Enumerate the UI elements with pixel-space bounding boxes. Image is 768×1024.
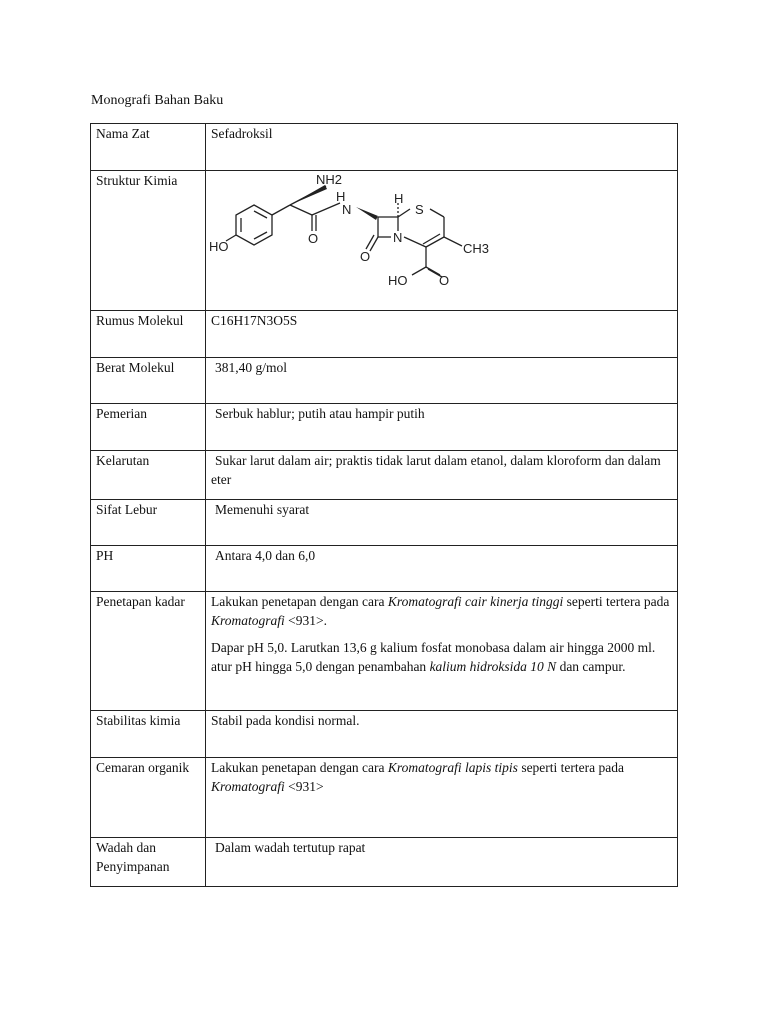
- row-value-rumus: C16H17N3O5S: [206, 311, 678, 358]
- row-label-pemerian: Pemerian: [91, 404, 206, 451]
- row-label-sifat-lebur: Sifat Lebur: [91, 500, 206, 546]
- row-label-wadah: Wadah dan Penyimpanan: [91, 838, 206, 887]
- row-value-penetapan: [206, 592, 678, 711]
- table-row: [91, 758, 678, 838]
- atom-label-n-amide: N: [342, 202, 352, 217]
- row-label-nama-zat: Nama Zat: [91, 124, 206, 171]
- penetapan-paragraph-1: Lakukan penetapan dengan cara Kromatografi cair kinerja tinggi seperti tertera pada Kromatografi <931>.: [211, 594, 670, 628]
- table-row: [91, 404, 678, 451]
- row-label-stabilitas: Stabilitas kimia: [91, 711, 206, 758]
- row-label-struktur: Struktur Kimia: [91, 171, 206, 311]
- chemical-structure-cell: [206, 171, 678, 311]
- penetapan-paragraph-2: Dapar pH 5,0. Larutkan 13,6 g kalium fosfat monobasa dalam air hingga 2000 ml. atur pH hingga 5,0 dengan penambahan kalium hidroksida 10 N dan campur.: [211, 640, 656, 674]
- monograph-table: [90, 123, 678, 887]
- row-label-ph: PH: [91, 546, 206, 592]
- atom-label-ho-acid: HO: [388, 273, 408, 288]
- atom-label-o-lactam: O: [360, 249, 371, 264]
- table-row: [91, 171, 678, 311]
- row-value-kelarutan: [206, 451, 678, 500]
- table-row: [91, 711, 678, 758]
- row-label-cemaran: Cemaran organik: [91, 758, 206, 838]
- atom-label-o-amide: O: [308, 231, 319, 246]
- row-label-kelarutan: Kelarutan: [91, 451, 206, 500]
- row-value-berat: 381,40 g/mol: [215, 360, 288, 375]
- table-row: [91, 358, 678, 404]
- table-row: [91, 124, 678, 171]
- atom-label-n-ring: N: [393, 230, 403, 245]
- atom-label-s: S: [415, 202, 424, 217]
- atom-label-ho: HO: [209, 239, 229, 254]
- kelarutan-text: Sukar larut dalam air; praktis tidak larut dalam etanol, dalam kloroform dan dalam eter: [211, 453, 661, 487]
- row-label-penetapan: Penetapan kadar: [91, 592, 206, 711]
- atom-label-h-stereo: H: [394, 191, 404, 206]
- row-value-wadah: Dalam wadah tertutup rapat: [215, 840, 366, 855]
- row-label-rumus: Rumus Molekul: [91, 311, 206, 358]
- table-row: [91, 500, 678, 546]
- row-value-ph: Antara 4,0 dan 6,0: [215, 548, 316, 563]
- table-row: [91, 311, 678, 358]
- row-value-nama-zat: Sefadroksil: [206, 124, 678, 171]
- document-title: Monografi Bahan Baku: [91, 93, 224, 108]
- row-label-berat: Berat Molekul: [91, 358, 206, 404]
- table-row: [91, 451, 678, 500]
- row-value-stabilitas: Stabil pada kondisi normal.: [206, 711, 678, 758]
- atom-label-nh2: NH2: [316, 172, 343, 187]
- row-value-pemerian: Serbuk hablur; putih atau hampir putih: [215, 406, 425, 421]
- table-row: [91, 546, 678, 592]
- row-value-sifat-lebur: Memenuhi syarat: [215, 502, 310, 517]
- atom-label-o-acid: O: [439, 273, 450, 288]
- table-row: [91, 592, 678, 711]
- table-row: [91, 838, 678, 887]
- chemical-structure-image: [206, 171, 506, 311]
- atom-label-ch3: CH3: [463, 241, 490, 256]
- atom-label-h: H: [336, 189, 346, 204]
- row-value-cemaran: Lakukan penetapan dengan cara Kromatografi lapis tipis seperti tertera pada Kromatografi <931>: [206, 758, 678, 838]
